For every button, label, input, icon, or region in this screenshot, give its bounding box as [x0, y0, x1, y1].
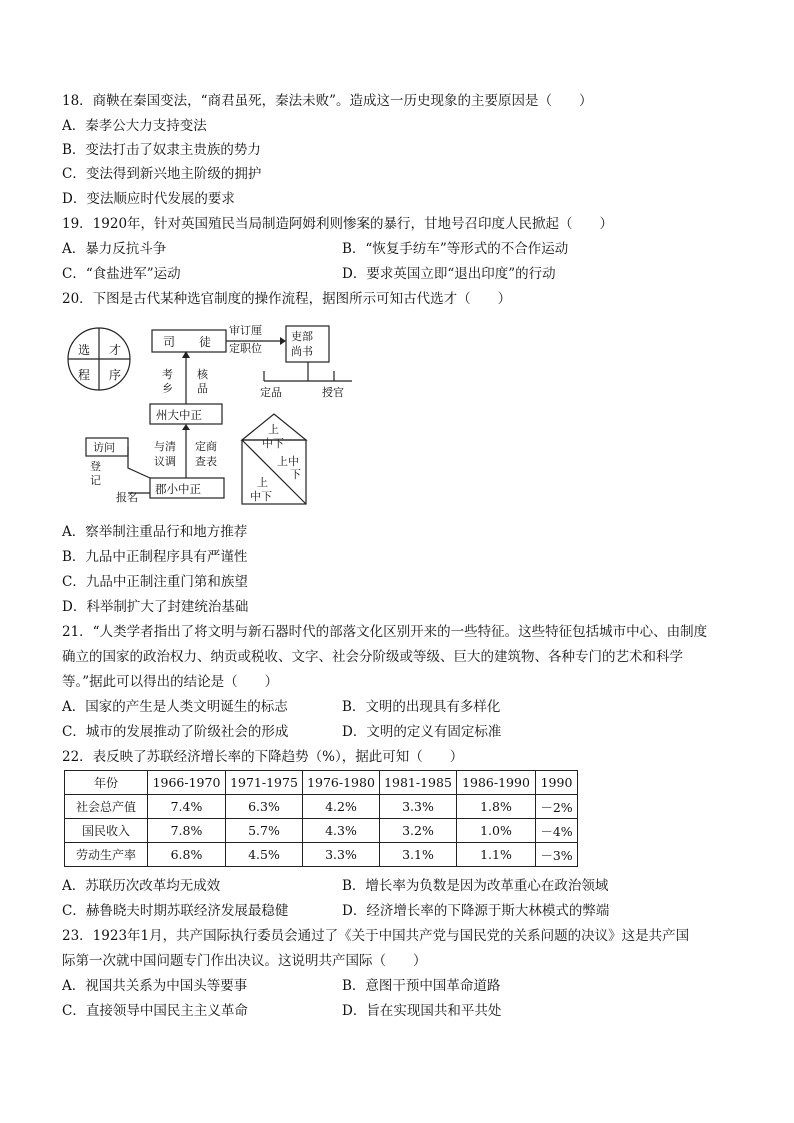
shouguan-label: 授官 — [322, 386, 344, 399]
hepin-label-2: 品 — [197, 382, 208, 395]
table-cell: 6.8% — [148, 843, 226, 867]
q23-option-c: C．直接领导中国民主主义革命 — [62, 1003, 248, 1019]
circle-char-2: 才 — [109, 343, 122, 357]
table-row — [65, 795, 578, 819]
yuqing-label-2: 议调 — [154, 455, 176, 468]
q21-stem-line-1: 21．“人类学者指出了将文明与新石器时代的部落文化区别开来的一些特征。这些特征包括城市中心、由制度 — [62, 624, 708, 640]
q19-option-b: B．“恢复手纺车”等形式的不合作运动 — [342, 241, 569, 257]
selection-process-diagram — [64, 318, 364, 514]
table-header-cell: 1990 — [536, 771, 578, 795]
q23-stem-line-1: 23．1923年1月，共产国际执行委员会通过了《关于中国共产党与国民党的关系问题的决议》这是共产国 — [62, 928, 690, 944]
table-header-cell: 1966-1970 — [148, 771, 226, 795]
q19-option-c: C．“食盐进军”运动 — [62, 266, 181, 282]
q21-option-a: A．国家的产生是人类文明诞生的标志 — [62, 699, 288, 715]
circle-char-4: 序 — [109, 368, 122, 382]
table-cell: 3.1% — [380, 843, 457, 867]
table-cell: －2% — [536, 795, 578, 819]
q18-option-b: B．变法打击了奴隶主贵族的势力 — [62, 142, 261, 158]
table-row — [65, 819, 578, 843]
table-cell: 1.0% — [457, 819, 536, 843]
fangwen-label: 访问 — [93, 441, 115, 454]
pyramid-label-2: 中下 — [262, 437, 284, 450]
table-cell: 4.3% — [303, 819, 380, 843]
circle-char-1: 选 — [78, 343, 91, 357]
q20-stem: 20．下图是古代某种选官制度的操作流程，据图所示可知古代选才（ ） — [62, 291, 512, 307]
table-cell: 5.7% — [226, 819, 303, 843]
table-header-cell: 1981-1985 — [380, 771, 457, 795]
table-cell: 3.3% — [380, 795, 457, 819]
q22-option-a: A．苏联历次改革均无成效 — [62, 878, 221, 894]
yuqing-label-1: 与清 — [154, 440, 176, 453]
q20-option-b: B．九品中正制程序具有严谨性 — [62, 549, 248, 565]
table-cell: 6.3% — [226, 795, 303, 819]
q19-stem: 19．1920年，针对英国殖民当局制造阿姆利则惨案的暴行，甘地号召印度人民掀起（ ） — [62, 216, 614, 232]
q18-stem: 18．商鞅在秦国变法，“商君虽死，秦法未败”。造成这一历史现象的主要原因是（ ） — [62, 93, 593, 109]
q18-option-c: C．变法得到新兴地主阶级的拥护 — [62, 166, 262, 182]
table-cell: 4.2% — [303, 795, 380, 819]
q21-stem-line-3: 等。”据此可以得出的结论是（ ） — [62, 674, 279, 690]
q22-option-d: D．经济增长率的下降源于斯大林模式的弊端 — [342, 903, 610, 919]
table-cell: 国民收入 — [65, 819, 148, 843]
pyramid-label-3: 上中 — [277, 455, 299, 468]
dingshang-label-1: 定商 — [195, 440, 217, 453]
table-cell: －4% — [536, 819, 578, 843]
circle-char-3: 程 — [78, 368, 91, 382]
junxiao-label: 郡小中正 — [155, 482, 201, 496]
baoming-label: 报名 — [116, 491, 138, 504]
table-cell: 3.2% — [380, 819, 457, 843]
table-header-cell: 1986-1990 — [457, 771, 536, 795]
table-cell: 4.5% — [226, 843, 303, 867]
q19-option-a: A．暴力反抗斗争 — [62, 241, 167, 257]
table-cell: 7.8% — [148, 819, 226, 843]
soviet-growth-table — [64, 770, 578, 867]
q23-option-d: D．旨在实现国共和平共处 — [342, 1003, 502, 1019]
hepin-label-1: 核 — [197, 368, 208, 381]
table-cell: 7.4% — [148, 795, 226, 819]
q18-option-a: A．秦孝公大力支持变法 — [62, 118, 207, 134]
q23-option-a: A．视国共关系为中国头等要事 — [62, 978, 248, 994]
pyramid-label-4: 下 — [290, 468, 301, 481]
q19-option-d: D．要求英国立即“退出印度”的行动 — [342, 266, 556, 282]
review-label-2: 定职位 — [229, 342, 262, 355]
table-cell: 1.8% — [457, 795, 536, 819]
q23-stem-line-2: 际第一次就中国问题专门作出决议。这说明共产国际（ ） — [62, 953, 427, 969]
pyramid-label-6: 中下 — [250, 490, 272, 503]
libu-label-2: 尚书 — [291, 345, 313, 358]
q21-stem-line-2: 确立的国家的政治权力、纳贡或税收、文字、社会分阶级或等级、巨大的建筑物、各种专门的艺术和科学 — [62, 649, 683, 665]
dengji-label-1: 登 — [90, 460, 101, 473]
pyramid-label-1: 上 — [268, 423, 279, 436]
table-header-row — [65, 771, 578, 795]
zhouzhongzheng-label: 州大中正 — [156, 408, 202, 422]
table-header-cell: 1976-1980 — [303, 771, 380, 795]
review-label-1: 审订厘 — [229, 324, 262, 337]
dingpin-label: 定品 — [260, 386, 282, 399]
q21-option-b: B．文明的出现具有多样化 — [342, 699, 501, 715]
q20-option-d: D．科举制扩大了封建统治基础 — [62, 599, 249, 615]
dengji-label-2: 记 — [90, 474, 101, 487]
table-cell: －3% — [536, 843, 578, 867]
dingshang-label-2: 查表 — [195, 455, 217, 468]
table-header-cell: 年份 — [65, 771, 148, 795]
q23-option-b: B．意图干预中国革命道路 — [342, 978, 501, 994]
q22-option-c: C．赫鲁晓夫时期苏联经济发展最稳健 — [62, 903, 289, 919]
q20-option-c: C．九品中正制注重门第和族望 — [62, 574, 248, 590]
q22-stem: 22．表反映了苏联经济增长率的下降趋势（%），据此可知（ ） — [62, 749, 464, 765]
table-cell: 1.1% — [457, 843, 536, 867]
table-header-cell: 1971-1975 — [226, 771, 303, 795]
table-row — [65, 843, 578, 867]
q21-option-c: C．城市的发展推动了阶级社会的形成 — [62, 724, 289, 740]
kaoxiang-label-1: 考 — [162, 368, 173, 381]
q20-option-a: A．察举制注重品行和地方推荐 — [62, 524, 248, 540]
table-cell: 劳动生产率 — [65, 843, 148, 867]
libu-label-1: 吏部 — [291, 330, 313, 343]
table-cell: 3.3% — [303, 843, 380, 867]
q21-option-d: D．文明的定义有固定标准 — [342, 724, 502, 740]
situ-label: 司 徒 — [163, 335, 212, 349]
q22-option-b: B．增长率为负数是因为改革重心在政治领域 — [342, 878, 609, 894]
pyramid-label-5: 上 — [257, 476, 268, 489]
kaoxiang-label-2: 乡 — [162, 382, 173, 395]
q18-option-d: D．变法顺应时代发展的要求 — [62, 191, 235, 207]
table-cell: 社会总产值 — [65, 795, 148, 819]
